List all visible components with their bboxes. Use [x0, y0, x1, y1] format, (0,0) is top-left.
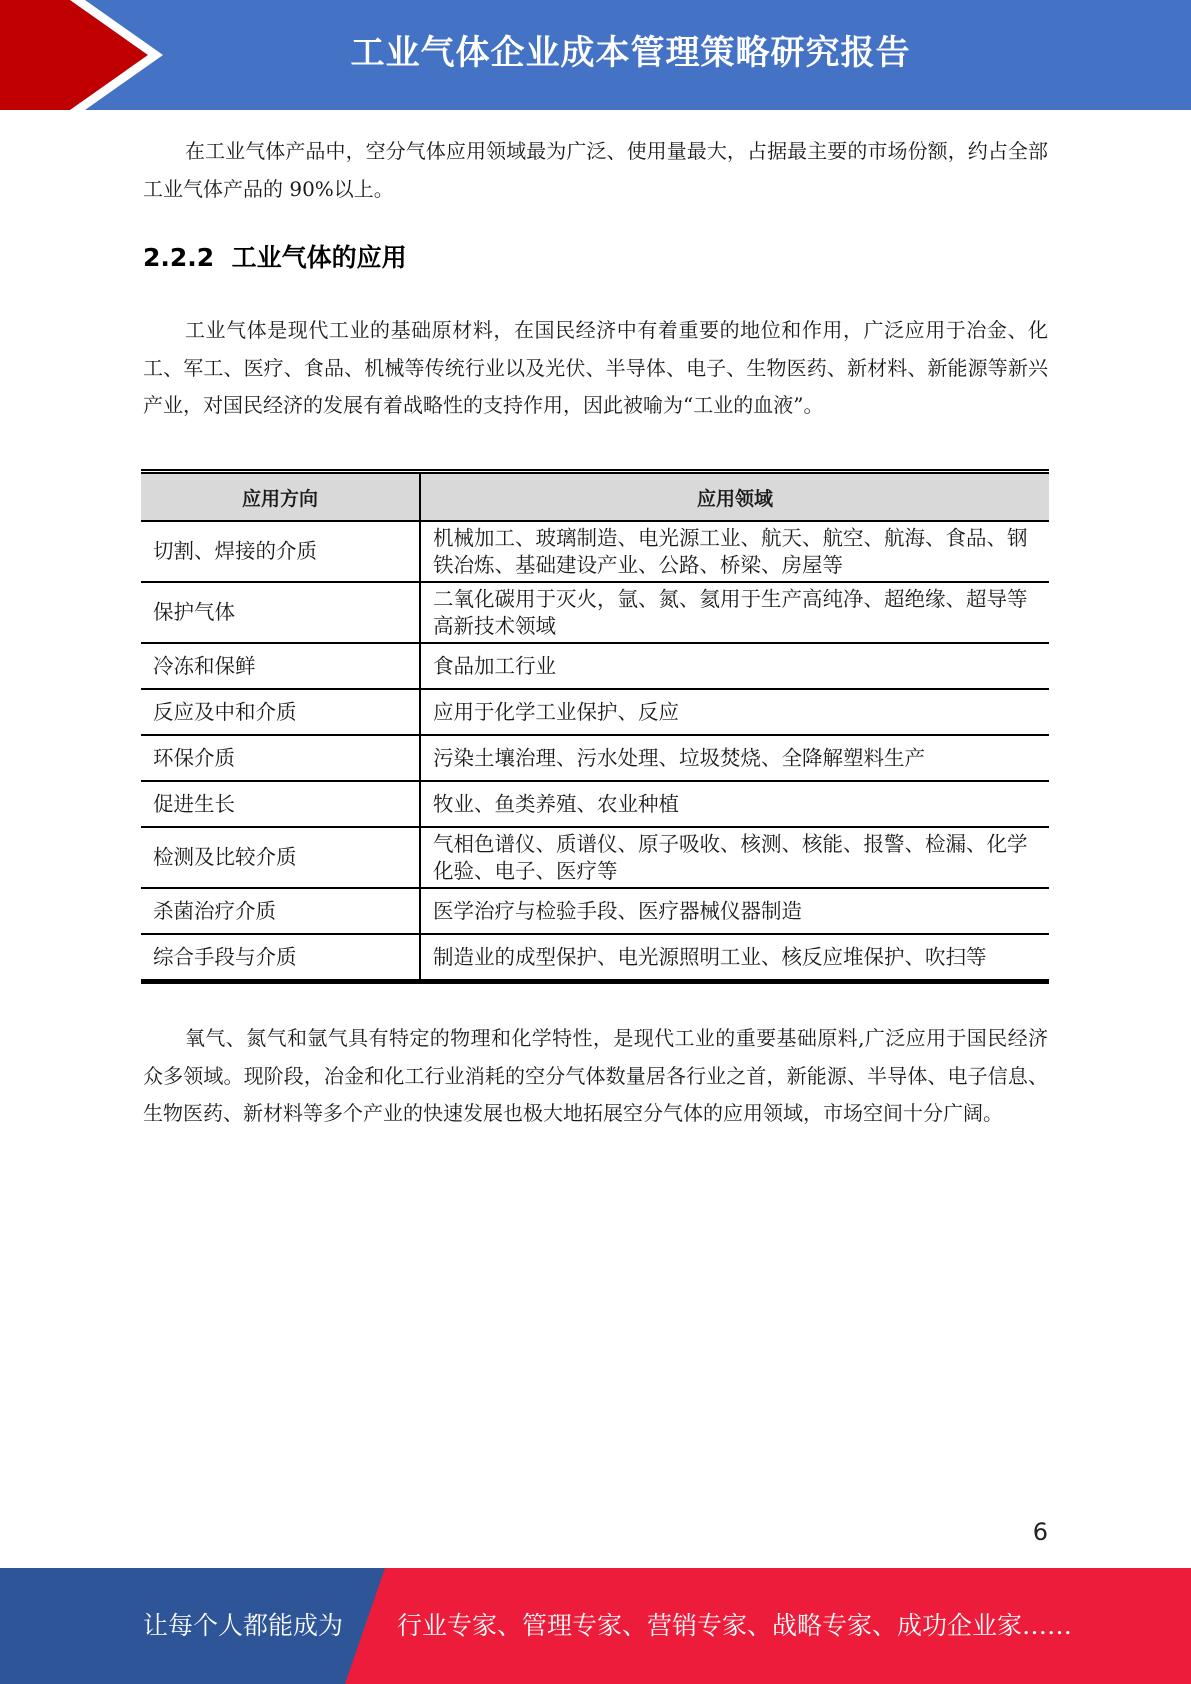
cell-direction: 促进生长 — [141, 781, 420, 827]
section-title: 工业气体的应用 — [231, 243, 407, 272]
applications-table — [141, 469, 1049, 984]
report-title: 工业气体企业成本管理策略研究报告 — [350, 33, 911, 73]
cell-field: 食品加工行业 — [420, 643, 1049, 689]
table-row — [141, 735, 1049, 781]
cell-field: 机械加工、玻璃制造、电光源工业、航天、航空、航海、食品、钢铁冶炼、基础建设产业、公路、桥梁、房屋等 — [420, 521, 1049, 582]
cell-field: 应用于化学工业保护、反应 — [420, 689, 1049, 735]
cell-direction: 环保介质 — [141, 735, 420, 781]
table-row — [141, 521, 1049, 582]
cell-direction: 检测及比较介质 — [141, 827, 420, 888]
cell-direction: 综合手段与介质 — [141, 934, 420, 982]
cell-field: 二氧化碳用于灭火，氩、氮、氦用于生产高纯净、超绝缘、超导等高新技术领域 — [420, 582, 1049, 643]
table-row — [141, 827, 1049, 888]
cell-direction: 反应及中和介质 — [141, 689, 420, 735]
cell-direction: 切割、焊接的介质 — [141, 521, 420, 582]
applications-paragraph: 工业气体是现代工业的基础原材料，在国民经济中有着重要的地位和作用，广泛应用于冶金、化工、军工、医疗、食品、机械等传统行业以及光伏、半导体、电子、生物医药、新材料、新能源等新兴产业，对国民经济的发展有着战略性的支持作用，因此被喻为“工业的血液”。 — [143, 318, 1048, 417]
cell-direction: 保护气体 — [141, 582, 420, 643]
table-row — [141, 781, 1049, 827]
table-header-row — [141, 472, 1049, 522]
page-footer — [0, 1568, 1191, 1684]
footer-slogan-right: 行业专家、管理专家、营销专家、战略专家、成功企业家…… — [397, 1611, 1073, 1640]
table-row — [141, 582, 1049, 643]
header-direction: 应用方向 — [141, 472, 420, 522]
section-heading — [143, 236, 407, 280]
cell-direction: 杀菌治疗介质 — [141, 888, 420, 934]
footer-slogan-left: 让每个人都能成为 — [143, 1611, 344, 1640]
section-number: 2.2.2 — [143, 243, 215, 272]
cell-direction: 冷冻和保鲜 — [141, 643, 420, 689]
cell-field: 医学治疗与检验手段、医疗器械仪器制造 — [420, 888, 1049, 934]
cell-field: 污染土壤治理、污水处理、垃圾焚烧、全降解塑料生产 — [420, 735, 1049, 781]
page-number: 6 — [1032, 1518, 1048, 1546]
cell-field: 牧业、鱼类养殖、农业种植 — [420, 781, 1049, 827]
header-field: 应用领域 — [420, 472, 1049, 522]
table-row — [141, 888, 1049, 934]
cell-field: 气相色谱仪、质谱仪、原子吸收、核测、核能、报警、检漏、化学化验、电子、医疗等 — [420, 827, 1049, 888]
table-row — [141, 643, 1049, 689]
page-header — [0, 0, 1191, 110]
cell-field: 制造业的成型保护、电光源照明工业、核反应堆保护、吹扫等 — [433, 944, 987, 969]
intro-paragraph: 在工业气体产品中，空分气体应用领域最为广泛、使用量最大，占据最主要的市场份额，约占全部工业气体产品的 90%以上。 — [143, 139, 1048, 201]
table-row — [141, 934, 1049, 982]
table-row — [141, 689, 1049, 735]
air-separation-paragraph: 氧气、氮气和氩气具有特定的物理和化学特性，是现代工业的重要基础原料,广泛应用于国民经济众多领域。现阶段，冶金和化工行业消耗的空分气体数量居各行业之首，新能源、半导体、电子信息、生物医药、新材料等多个产业的快速发展也极大地拓展空分气体的应用领域，市场空间十分广阔。 — [143, 1026, 1048, 1125]
